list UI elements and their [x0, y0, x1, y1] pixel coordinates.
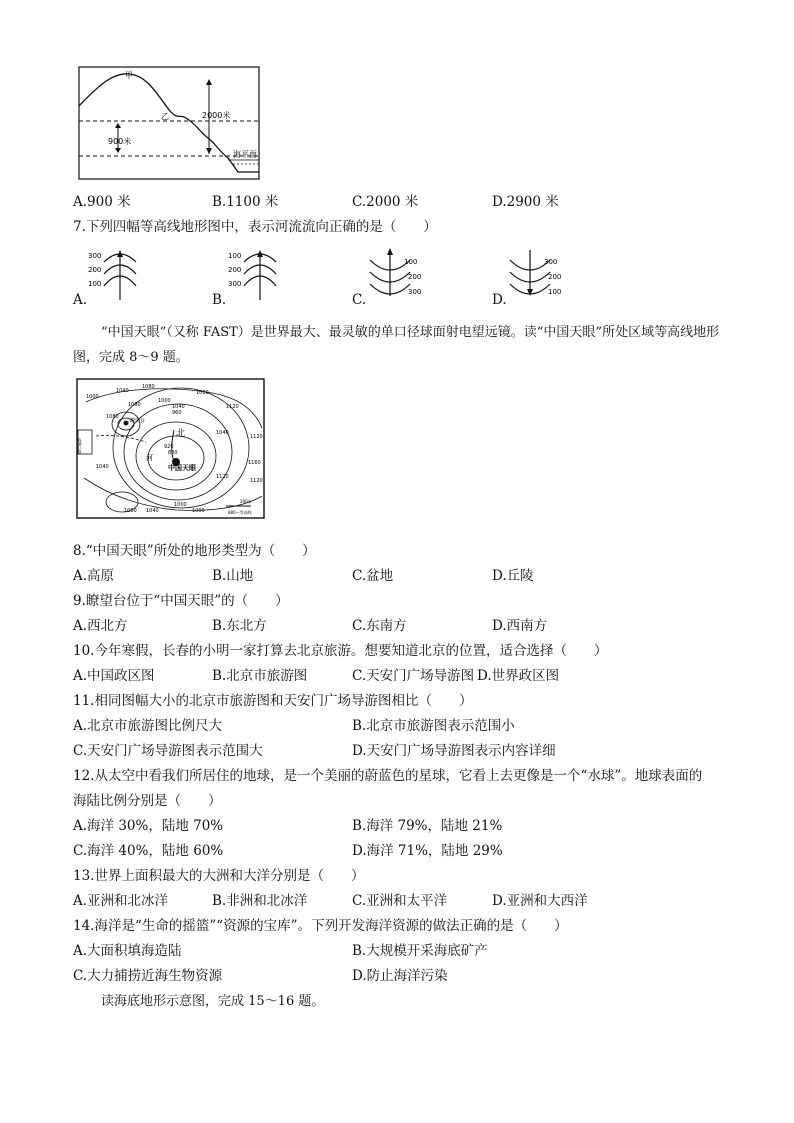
q11-option-b[interactable]: B.北京市旅游图表示范围小 — [352, 718, 515, 734]
contour-label: 100 — [228, 252, 242, 260]
contour-label: 1000 — [174, 502, 187, 508]
q6-option-a[interactable]: A.900 米 — [73, 194, 131, 210]
q7-stem: 7.下列四幅等高线地形图中，表示河流流向正确的是（ ） — [73, 219, 437, 235]
q10-option-b[interactable]: B.北京市旅游图 — [212, 668, 308, 684]
contour-label: 1080 — [142, 384, 155, 390]
q12-option-c[interactable]: C.海洋 40%，陆地 60% — [73, 843, 224, 859]
q7-figure-d — [504, 242, 574, 304]
elevation-profile-figure — [78, 66, 268, 184]
legend-label: 880—等高线 — [228, 510, 252, 515]
contour-label: 100 — [404, 258, 418, 266]
contour-label: 1000 — [86, 394, 99, 400]
contour-label: 200 — [88, 266, 102, 274]
contour-label: 1040 — [216, 430, 229, 436]
q9-option-c[interactable]: C.东南方 — [352, 618, 407, 634]
contour-label: 1000 — [192, 508, 205, 514]
q6-option-d[interactable]: D.2900 米 — [492, 194, 559, 210]
contour-label: 960 — [172, 410, 182, 416]
q7-option-d[interactable]: D. — [492, 292, 507, 308]
contour-label: 100 — [88, 280, 102, 288]
point-yi-label: 乙 — [161, 112, 169, 121]
q14-option-c[interactable]: C.大力捕捞近海生物资源 — [73, 968, 223, 984]
contour-label: 1000 — [196, 390, 209, 396]
contour-label: 1040 — [96, 464, 109, 470]
q8-option-b[interactable]: B.山地 — [212, 568, 254, 584]
q8-stem: 8.“中国天眼”所处的地形类型为（ ） — [73, 543, 316, 559]
contour-label: 1120 — [250, 478, 263, 484]
q13-option-b[interactable]: B.非洲和北冰洋 — [212, 893, 308, 909]
q7-figure-b — [226, 242, 286, 304]
q7-option-b[interactable]: B. — [212, 292, 227, 308]
q11-stem: 11.相同图幅大小的北京市旅游图和天安门广场导游图相比（ ） — [73, 693, 473, 709]
q13-stem: 13.世界上面积最大的大洲和大洋分别是（ ） — [73, 868, 365, 884]
highway-label: 高速公路 — [77, 438, 83, 454]
scale-label: 200米 — [240, 499, 252, 504]
peak-jia-label: 甲 — [125, 71, 133, 80]
contour-label: 1120 — [226, 404, 239, 410]
q13-option-a[interactable]: A.亚洲和北冰洋 — [73, 893, 169, 909]
contour-label: 1120 — [250, 434, 263, 440]
contour-label: 1080 — [128, 402, 141, 408]
river-label: 河 — [146, 454, 153, 462]
contour-label: 880 — [168, 450, 178, 456]
q8-option-d[interactable]: D.丘陵 — [492, 568, 534, 584]
q9-option-a[interactable]: A.西北方 — [73, 618, 128, 634]
q13-option-c[interactable]: C.亚洲和太平洋 — [352, 893, 448, 909]
q10-option-d[interactable]: D.世界政区图 — [477, 668, 560, 684]
q11-option-d[interactable]: D.天安门广场导游图表示内容详细 — [352, 743, 556, 759]
contour-label: 1080 — [124, 508, 137, 514]
fast-contour-map — [76, 378, 266, 520]
q9-stem: 9.瞭望台位于“中国天眼”的（ ） — [73, 593, 289, 609]
contour-label: 200 — [548, 273, 562, 281]
fast-label: 中国天眼 — [168, 464, 196, 472]
q9-option-d[interactable]: D.西南方 — [492, 618, 548, 634]
q11-option-c[interactable]: C.天安门广场导游图表示范围大 — [73, 743, 263, 759]
q14-stem: 14.海洋是“生命的摇篮”“资源的宝库”。下列开发海洋资源的做法正确的是（ ） — [73, 918, 568, 934]
q8-option-c[interactable]: C.盆地 — [352, 568, 394, 584]
q12-stem-line1: 12.从太空中看我们所居住的地球，是一个美丽的蔚蓝色的星球，它看上去更像是一个“水球”。地球表面的 — [73, 768, 703, 784]
q12-option-d[interactable]: D.海洋 71%，陆地 29% — [352, 843, 503, 859]
q8-option-a[interactable]: A.高原 — [73, 568, 115, 584]
q7-option-a[interactable]: A. — [73, 292, 88, 308]
q12-option-b[interactable]: B.海洋 79%，陆地 21% — [352, 818, 503, 834]
q11-option-a[interactable]: A.北京市旅游图比例尺大 — [73, 718, 223, 734]
q12-option-a[interactable]: A.海洋 30%，陆地 70% — [73, 818, 224, 834]
contour-label: 300 — [228, 280, 242, 288]
intro-q8-9: “中国天眼”（又称 FAST）是世界最大、最灵敏的单口径球面射电望远镜。读“中国天眼”所处区域等高线地形图，完成 8～9 题。 — [73, 325, 720, 365]
contour-label: 100 — [548, 288, 562, 296]
q6-option-c[interactable]: C.2000 米 — [352, 194, 419, 210]
height-2000-label: 2000米 — [202, 111, 231, 120]
north-label: 北 — [176, 429, 186, 439]
height-900-label: 900米 — [108, 137, 132, 146]
contour-label: 1120 — [216, 474, 229, 480]
intro-q15-16: 读海底地形示意图，完成 15～16 题。 — [101, 994, 325, 1009]
q7-option-c[interactable]: C. — [352, 292, 367, 308]
contour-label: 1040 — [146, 508, 159, 514]
sea-level-label: 海平面 — [233, 150, 257, 159]
contour-label: 300 — [544, 258, 558, 266]
q14-option-b[interactable]: B.大规模开采海底矿产 — [352, 943, 488, 959]
q12-stem-line2: 海陆比例分别是（ ） — [73, 793, 222, 809]
contour-label: 1040 — [172, 404, 185, 410]
contour-label: 300 — [408, 288, 422, 296]
contour-label: 1000 — [158, 398, 171, 404]
contour-label: 200 — [228, 266, 242, 274]
q10-option-c[interactable]: C.天安门广场导游图 — [352, 668, 475, 684]
q13-option-d[interactable]: D.亚洲和大西洋 — [492, 893, 588, 909]
contour-label: 300 — [88, 252, 102, 260]
contour-label: 1160 — [248, 460, 261, 466]
q7-figure-a — [86, 242, 146, 304]
contour-label: 1080 — [106, 414, 119, 420]
contour-label: 200 — [408, 273, 422, 281]
contour-label: 1040 — [116, 388, 129, 394]
q9-option-b[interactable]: B.东北方 — [212, 618, 267, 634]
q10-option-a[interactable]: A.中国政区图 — [73, 668, 155, 684]
lookout-label: 瞭望台 — [130, 418, 146, 424]
contour-label: 920 — [164, 444, 174, 450]
q10-stem: 10.今年寒假，长春的小明一家打算去北京旅游。想要知道北京的位置，适合选择（ ） — [73, 643, 608, 659]
q7-figure-c — [364, 242, 434, 304]
q6-option-b[interactable]: B.1100 米 — [212, 194, 279, 210]
q14-option-a[interactable]: A.大面积填海造陆 — [73, 943, 182, 959]
q14-option-d[interactable]: D.防止海洋污染 — [352, 968, 448, 984]
